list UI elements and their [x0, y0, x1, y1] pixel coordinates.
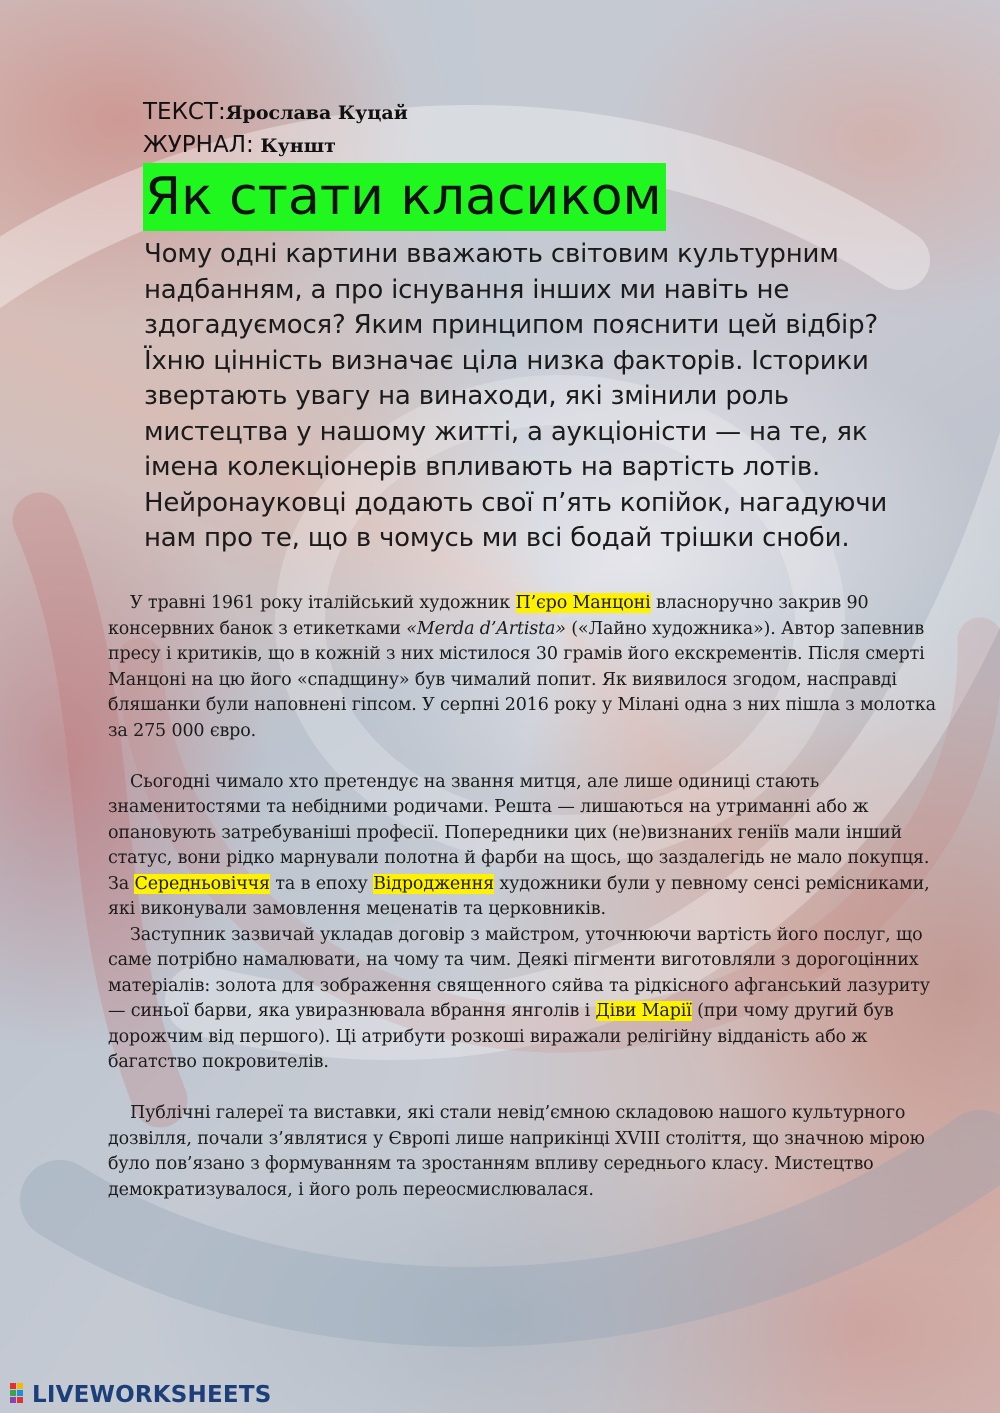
paragraph-3 — [108, 923, 938, 1076]
highlight-virgin-mary: Діви Марії — [595, 1001, 692, 1021]
text-label: ТЕКСТ: — [143, 99, 226, 125]
journal-name: Куншт — [253, 135, 336, 157]
paragraph-1 — [108, 591, 938, 744]
text-run: Сьогодні чимало хто претендує на звання митця, але лише одиниці стають знаменитостями та небідними родичами. Решта — лишаються на утриманні або ж опановують затребуваніші професії. Попередники цих (не)визнаних геніїв мали інший статус, вони рідко марнували полотна й фарби на щось, що заздалегідь не мало покупця. За — [108, 771, 930, 894]
text-run: («Лайно художника»). Автор запевнив пресу і критиків, що в кожній з них містилося 30 грамів його екскрементів. Після смерті Манцоні на цю його «спадщину» був чималий попит. Як виявилося згодом, насправді бляшанки були наповнені гіпсом. У серпні 2016 року у Мілані одна з них пішла з молотка за 275 000 євро. — [108, 618, 936, 741]
article-meta — [143, 96, 408, 162]
highlight-renaissance: Відродження — [373, 873, 495, 894]
highlight-manzoni: П’єро Манцоні — [515, 593, 651, 613]
text-run: художники були у певному сенсі ремісниками, які виконували замовлення меценатів та церковників. — [108, 873, 930, 919]
liveworksheets-logo-icon — [8, 1381, 30, 1409]
author-name: Ярослава Куцай — [225, 102, 408, 124]
text-run: Заступник зазвичай укладав договір з майстром, уточнюючи вартість його послуг, що саме потрібно намалювати, на чому та чим. Деякі пігменти виготовляли з дорогоцінних матеріалів: золота для зображення священного сяйва та рідкісного афганський лазуриту — синьої барви, яка увиразнювала вбрання янголів і — [108, 924, 930, 1021]
text-run: У травні 1961 року італійський художник — [130, 593, 516, 613]
page-title: Як стати класиком — [143, 163, 666, 231]
paragraph-2 — [108, 770, 938, 923]
journal-label: ЖУРНАЛ: — [143, 132, 254, 158]
liveworksheets-logo — [8, 1378, 271, 1412]
artwork-title: «Merda d’Artista» — [406, 618, 566, 639]
journal-line — [143, 129, 408, 162]
author-line — [143, 96, 408, 129]
lead-paragraph: Чому одні картини вважають світовим культурним надбанням, а про існування інших ми навіть не здогадуємося? Яким принципом пояснити цей відбір? Їхню цінність визначає ціла низка факторів. Історики звертають увагу на винаходи, які змінили роль мистецтва у нашому житті, а аукціоністи — на те, як імена колекціонерів впливають на вартість лотів. Нейронауковці додають свої п’ять копійок, нагадуючи нам про те, що в чомусь ми всі бодай трішки сноби. — [144, 239, 888, 553]
text-run: та в епоху — [269, 873, 374, 894]
text-run: (при чому другий був дорожчим від першого). Ці атрибути розкоші виражали релігійну відданість або ж багатство покровителів. — [108, 1001, 894, 1072]
article-body — [108, 591, 938, 1203]
logo-text: LIVEWORKSHEETS — [32, 1382, 272, 1408]
text-run: власноручно закрив 90 консервних банок з етикетками — [108, 593, 869, 639]
paragraph-4: Публічні галереї та виставки, які стали невід’ємною складовою нашого культурного дозвілля, почали з’являтися у Європі лише наприкінці XVIII століття, що значною мірою було пов’язано з формуванням та зростанням впливу середнього класу. Мистецтво демократизувалося, і його роль переосмислювалася. — [108, 1103, 925, 1200]
highlight-middle-ages: Середньовіччя — [134, 873, 270, 894]
